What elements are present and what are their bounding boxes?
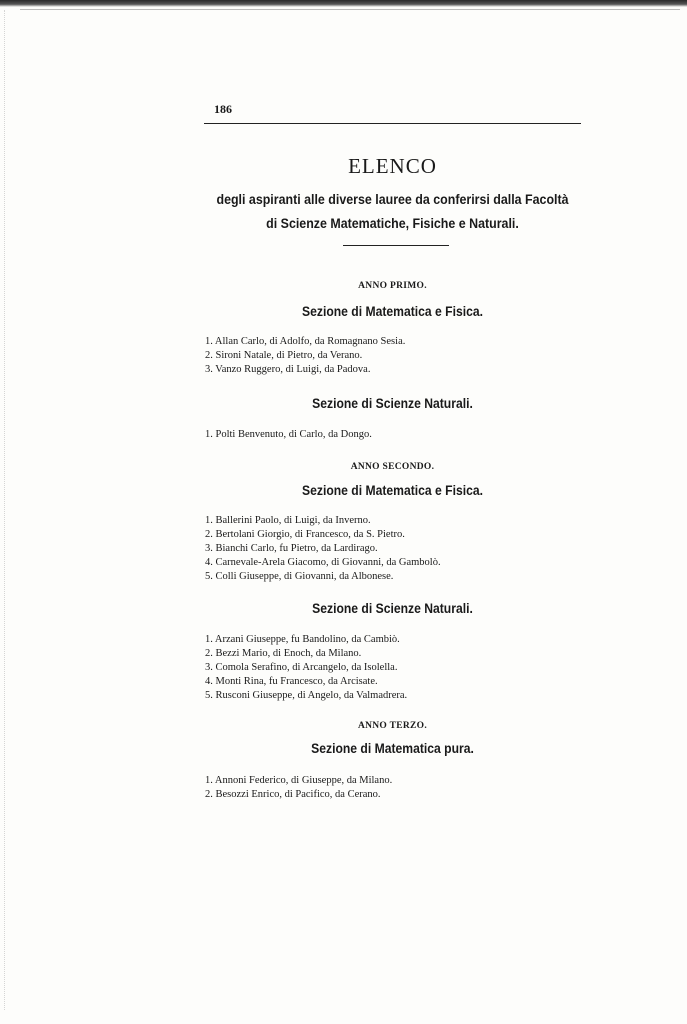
list-item: 2. Bezzi Mario, di Enoch, da Milano. bbox=[205, 648, 362, 659]
subtitle-line-2: di Scienze Matematiche, Fisiche e Naturali. bbox=[266, 216, 519, 231]
page-title: ELENCO bbox=[348, 154, 437, 178]
list-item: 4. Carnevale-Arela Giacomo, di Giovanni, da Gambolò. bbox=[205, 557, 441, 568]
subtitle-line-1: degli aspiranti alle diverse lauree da conferirsi dalla Facoltà bbox=[216, 192, 569, 207]
section-heading: Sezione di Matematica pura. bbox=[311, 741, 474, 756]
section-heading: Sezione di Scienze Naturali. bbox=[312, 396, 473, 411]
list-item: 2. Sironi Natale, di Pietro, da Verano. bbox=[205, 350, 363, 361]
list-item: 1. Polti Benvenuto, di Carlo, da Dongo. bbox=[205, 429, 372, 440]
section-heading: Sezione di Scienze Naturali. bbox=[312, 601, 473, 616]
title-divider bbox=[343, 245, 449, 246]
list-item: 1. Annoni Federico, di Giuseppe, da Milano. bbox=[205, 775, 393, 786]
entry-list bbox=[205, 428, 372, 442]
entry-list bbox=[205, 633, 407, 703]
list-item: 1. Ballerini Paolo, di Luigi, da Inverno. bbox=[205, 515, 371, 526]
list-item: 3. Bianchi Carlo, fu Pietro, da Lardirago. bbox=[205, 543, 378, 554]
binding-margin bbox=[4, 10, 19, 1010]
list-item: 3. Comola Serafino, di Arcangelo, da Isolella. bbox=[205, 662, 398, 673]
entry-list bbox=[205, 335, 405, 377]
header-rule bbox=[204, 123, 581, 124]
list-item: 2. Bertolani Giorgio, di Francesco, da S. Pietro. bbox=[205, 529, 405, 540]
year-heading-primo: ANNO PRIMO. bbox=[358, 281, 427, 291]
year-heading-secondo: ANNO SECONDO. bbox=[350, 462, 435, 472]
list-item: 1. Arzani Giuseppe, fu Bandolino, da Cambiò. bbox=[205, 634, 400, 645]
entry-list bbox=[205, 514, 441, 584]
section-heading: Sezione di Matematica e Fisica. bbox=[302, 483, 483, 498]
list-item: 2. Besozzi Enrico, di Pacifico, da Cerano. bbox=[205, 789, 381, 800]
list-item: 5. Rusconi Giuseppe, di Angelo, da Valmadrera. bbox=[205, 690, 408, 701]
section-heading: Sezione di Matematica e Fisica. bbox=[302, 304, 483, 319]
page-top-edge bbox=[0, 0, 687, 7]
year-heading-terzo: ANNO TERZO. bbox=[357, 721, 428, 731]
entry-list bbox=[205, 774, 392, 802]
list-item: 3. Vanzo Ruggero, di Luigi, da Padova. bbox=[205, 364, 371, 375]
page-number: 186 bbox=[214, 102, 232, 116]
list-item: 4. Monti Rina, fu Francesco, da Arcisate. bbox=[205, 676, 378, 687]
page-top-edge-line bbox=[20, 9, 680, 10]
list-item: 5. Colli Giuseppe, di Giovanni, da Albonese. bbox=[205, 571, 394, 582]
list-item: 1. Allan Carlo, di Adolfo, da Romagnano Sesia. bbox=[205, 336, 406, 347]
